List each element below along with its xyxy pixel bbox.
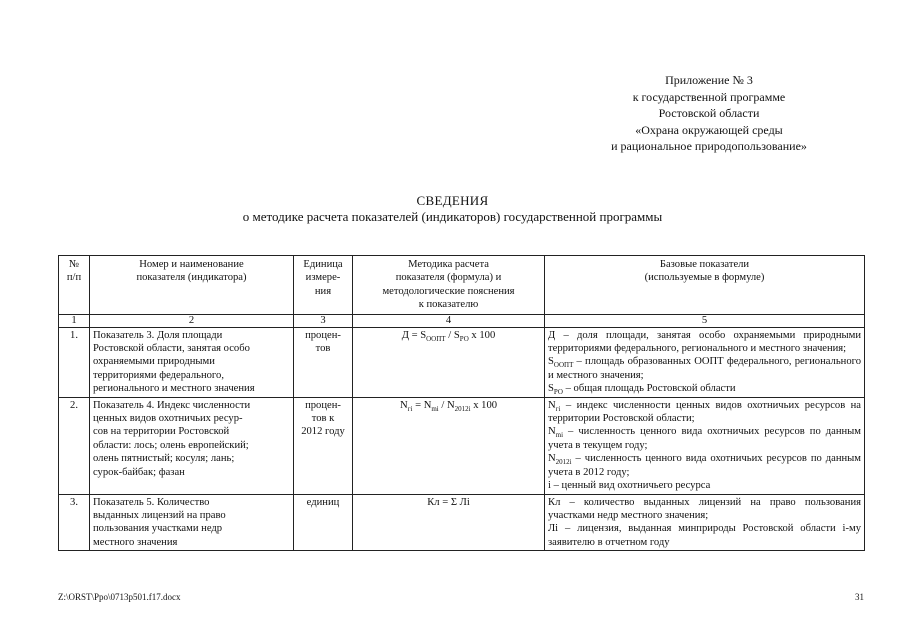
appendix-block [559, 72, 859, 155]
header-text: Единица [303, 259, 343, 270]
indicator-name [90, 494, 294, 551]
symbol: Кл [548, 496, 561, 508]
table-row [59, 494, 865, 551]
indicator-unit [294, 494, 353, 551]
base-text: – лицензия, выданная минприроды Ростовской области i-му заявителю в отчетном году [548, 523, 861, 548]
base-item [548, 522, 861, 549]
base-text: – площадь образованных ООПТ федерального, регионального и местного значения; [548, 356, 861, 381]
appendix-line: и рациональное природопользование» [611, 139, 807, 153]
document-title [0, 193, 905, 225]
symbol-subscript: mi [555, 431, 564, 440]
base-item [548, 355, 861, 382]
symbol-subscript: гi [555, 404, 561, 413]
indicator-formula [353, 397, 545, 494]
symbol: i [548, 480, 551, 492]
name-line: Показатель 4. Индекс численности [93, 399, 251, 411]
name-line: местного значения [93, 536, 178, 548]
base-indicators [545, 494, 865, 551]
symbol: N [548, 399, 556, 411]
symbol: S [548, 356, 554, 368]
header-text: измере- [305, 272, 341, 284]
base-item [548, 382, 861, 395]
appendix-line: Приложение № 3 [665, 73, 753, 87]
unit-line: 2012 году [301, 426, 345, 438]
formula-subscript: РО [459, 334, 469, 343]
indicator-formula [353, 494, 545, 551]
unit-line: тов к [311, 413, 335, 425]
base-item [548, 425, 861, 452]
header-formula [353, 256, 545, 315]
name-line: области: лось; олень европейский; [93, 439, 249, 451]
indicator-formula [353, 327, 545, 397]
header-name [90, 256, 294, 315]
header-text: показателя (формула) и [395, 272, 502, 284]
unit-line: единиц [306, 496, 340, 508]
column-number: 3 [294, 314, 353, 327]
name-line: ценных видов охотничьих ресур- [93, 413, 243, 425]
header-text: методологические пояснения [382, 285, 515, 297]
name-line: Показатель 3. Доля площади [93, 329, 223, 341]
base-text: – доля площади, занятая особо охраняемыми природными территориями федерального, регионального и местного значения; [548, 329, 861, 355]
unit-line: процен- [305, 329, 341, 341]
header-base [545, 256, 865, 315]
indicators-table [58, 255, 865, 551]
file-path: Z:\ORST\Ppo\0713p501.f17.docx [58, 592, 181, 602]
header-text: Базовые показатели [659, 259, 750, 270]
symbol: S [548, 383, 554, 395]
column-number: 4 [353, 314, 545, 327]
row-number: 2. [59, 397, 90, 494]
title-main: СВЕДЕНИЯ [416, 193, 489, 208]
header-text: ния [314, 285, 332, 297]
base-text: – общая площадь Ростовской области [562, 383, 736, 395]
base-item [548, 399, 861, 426]
base-indicators [545, 397, 865, 494]
formula-subscript: mi [431, 404, 439, 413]
base-item [548, 452, 861, 479]
header-text: (используемые в формуле) [644, 272, 765, 284]
indicator-unit [294, 327, 353, 397]
formula-part: х 100 [470, 399, 498, 411]
symbol-subscript: 2012i [555, 458, 572, 467]
name-line: сов на территории Ростовской [93, 426, 230, 438]
formula-part: / N [438, 399, 455, 411]
page-number: 31 [855, 592, 864, 602]
header-text: № [68, 259, 80, 270]
name-line: охраняемыми природными [93, 356, 215, 368]
base-text: – ценный вид охотничьего ресурса [550, 480, 711, 492]
header-text: п/п [66, 272, 82, 284]
base-item [548, 329, 861, 356]
appendix-line: к государственной программе [632, 89, 786, 104]
table-row [59, 327, 865, 397]
formula-subscript: 2012i [454, 404, 471, 413]
table-row [59, 397, 865, 494]
base-text: – численность ценного вида охотничьих ресурсов по данным учета в текущем году; [548, 426, 861, 451]
base-text: – численность ценного вида охотничьих ресурсов по данным учета в 2012 году; [548, 453, 861, 478]
name-line: регионального и местного значения [93, 383, 255, 395]
unit-line: процен- [305, 399, 341, 411]
header-text: Номер и наименование [139, 259, 244, 270]
formula-subscript: гi [407, 404, 413, 413]
base-item [548, 479, 861, 492]
indicator-name [90, 397, 294, 494]
name-line: пользования участками недр [93, 523, 223, 535]
table-header-row [59, 256, 865, 315]
header-unit [294, 256, 353, 315]
unit-line: тов [315, 343, 331, 355]
formula-part: Д = S [401, 329, 427, 341]
header-text: показателя (индикатора) [136, 272, 247, 284]
base-item [548, 496, 861, 523]
column-number-row [59, 314, 865, 327]
symbol: N [548, 426, 556, 438]
name-line: Показатель 5. Количество [93, 496, 210, 508]
row-number: 3. [59, 494, 90, 551]
indicator-name [90, 327, 294, 397]
base-indicators [545, 327, 865, 397]
name-line: территориями федерального, [93, 369, 224, 381]
symbol-subscript: ООПТ [553, 361, 574, 370]
formula-subscript: ООПТ [426, 334, 446, 343]
column-number: 2 [90, 314, 294, 327]
base-text: – индекс численности ценных видов охотничьих ресурсов на территории Ростовской области; [548, 399, 861, 425]
column-number: 1 [59, 314, 90, 327]
symbol-subscript: РО [553, 388, 563, 397]
name-line: сурок-байбак; фазан [93, 466, 185, 478]
name-line: олень пятнистый; косуля; лань; [93, 453, 235, 465]
header-num [59, 256, 90, 315]
symbol: Лi [548, 523, 559, 535]
appendix-line: Ростовской области [658, 106, 760, 120]
column-number: 5 [545, 314, 865, 327]
header-text: к показателю [418, 299, 479, 311]
base-text: – количество выданных лицензий на право пользования участками недр местного значения; [548, 496, 861, 521]
name-line: выданных лицензий на право [93, 509, 226, 521]
appendix-line: «Охрана окружающей среды [635, 122, 783, 137]
formula-part: Кл = Σ Лi [427, 496, 470, 508]
indicator-unit [294, 397, 353, 494]
formula-part: / S [445, 329, 460, 341]
name-line: Ростовской области, занятая особо [93, 343, 250, 355]
title-sub: о методике расчета показателей (индикаторов) государственной программы [242, 209, 663, 224]
formula-part: х 100 [468, 329, 496, 341]
symbol: N [548, 453, 556, 465]
formula-part: = N [412, 399, 432, 411]
symbol: Д [548, 329, 556, 341]
header-text: Методика расчета [408, 259, 489, 270]
row-number: 1. [59, 327, 90, 397]
formula-part: N [399, 399, 408, 411]
